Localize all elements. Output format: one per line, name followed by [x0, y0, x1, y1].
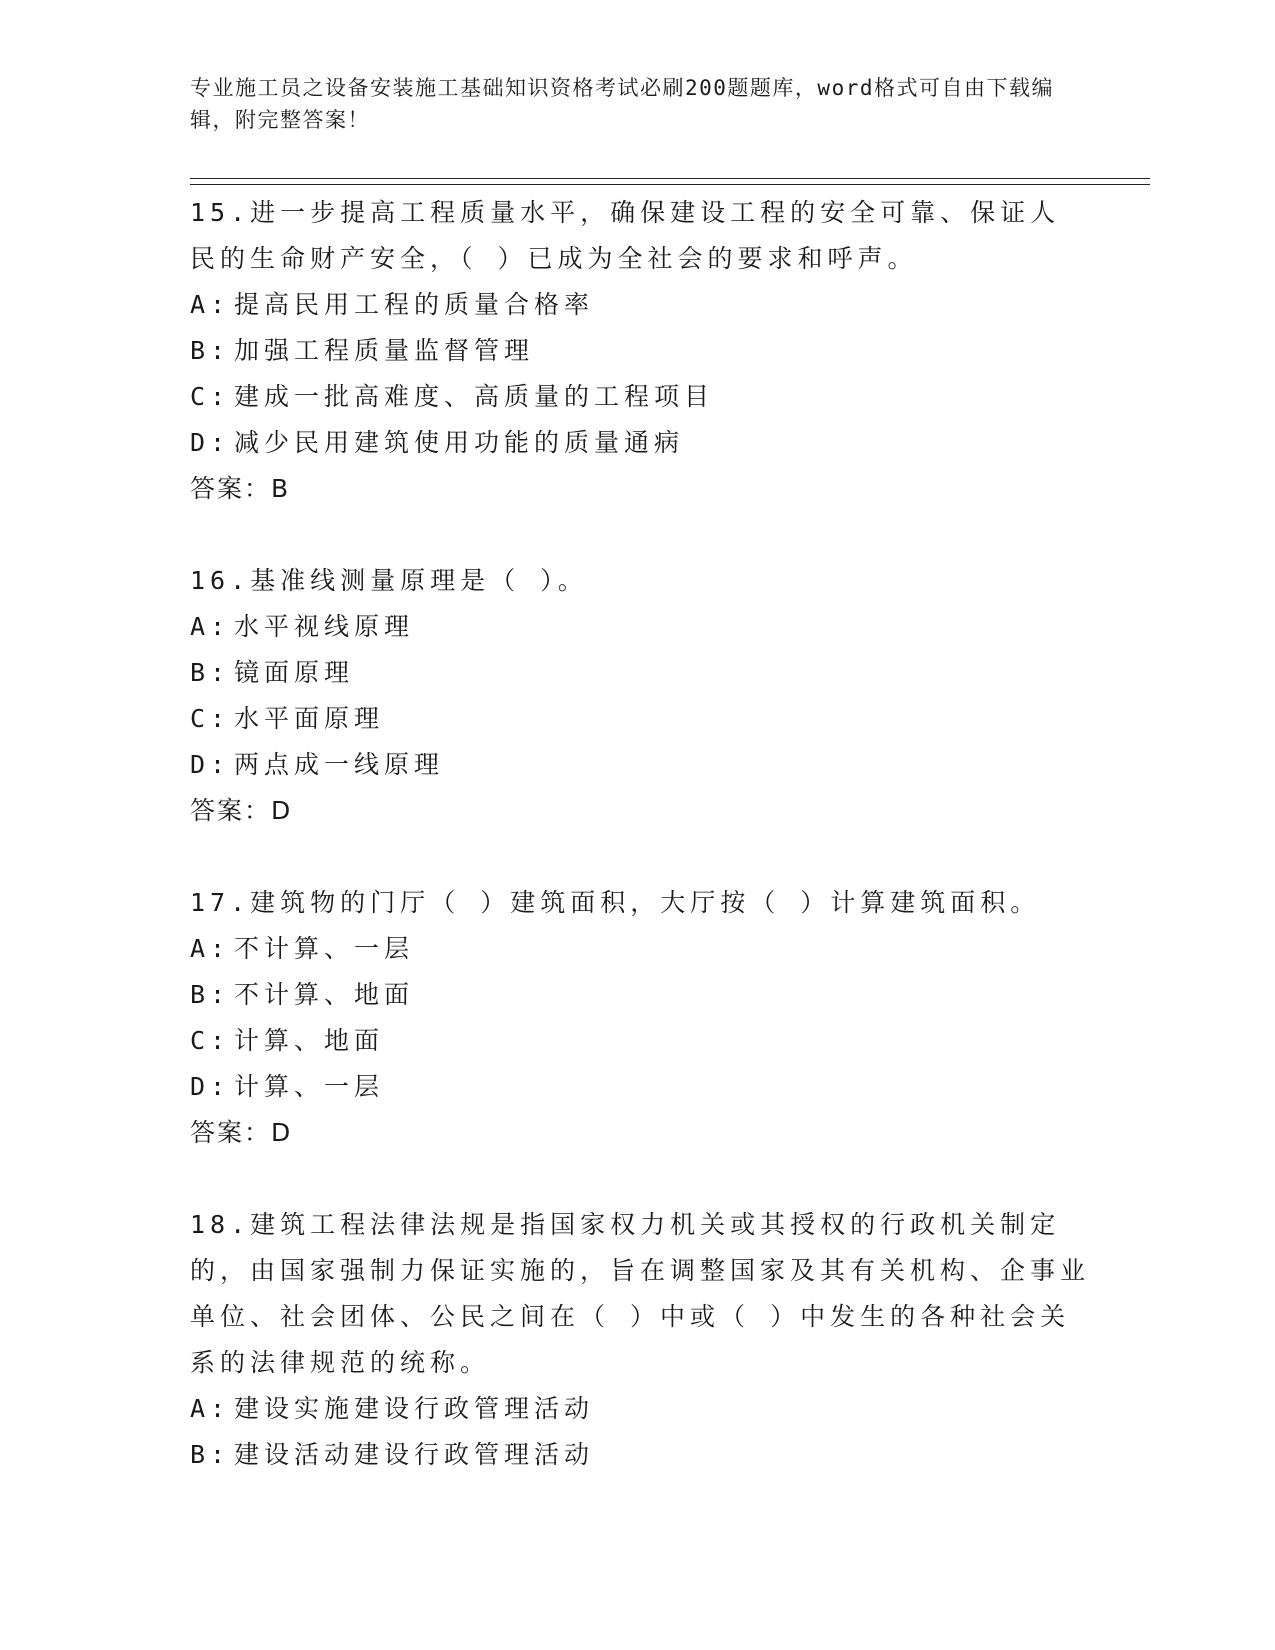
question-text: 进一步提高工程质量水平，确保建设工程的安全可靠、保证人民的生命财产安全，（ ）已成为全社会的要求和呼声。	[190, 198, 1061, 273]
option-b	[190, 972, 1090, 1018]
option-key: D:	[190, 750, 231, 779]
header-divider-bottom	[190, 184, 1150, 185]
option-a	[190, 1386, 1090, 1432]
question-text: 基准线测量原理是（ ）。	[250, 566, 588, 595]
option-a	[190, 282, 1090, 328]
option-text: 两点成一线原理	[234, 750, 445, 779]
option-b	[190, 328, 1090, 374]
option-key: C:	[190, 1026, 231, 1055]
option-key: A:	[190, 612, 231, 641]
option-key: C:	[190, 382, 231, 411]
option-key: B:	[190, 336, 231, 365]
option-key: A:	[190, 1394, 231, 1423]
option-key: A:	[190, 290, 231, 319]
answer-label: 答案：	[190, 1118, 272, 1147]
question-list	[190, 190, 1090, 1524]
option-text: 提高民用工程的质量合格率	[234, 290, 595, 319]
option-key: D:	[190, 1072, 231, 1101]
option-a	[190, 604, 1090, 650]
question-text: 建筑物的门厅（ ）建筑面积，大厅按（ ）计算建筑面积。	[250, 888, 1041, 917]
option-key: A:	[190, 934, 231, 963]
option-text: 计算、地面	[234, 1026, 385, 1055]
option-b	[190, 1432, 1090, 1478]
option-text: 建设活动建设行政管理活动	[234, 1440, 595, 1469]
question-number: 17.	[190, 888, 251, 917]
option-c	[190, 696, 1090, 742]
answer-value: D	[271, 1118, 293, 1147]
document-header: 专业施工员之设备安装施工基础知识资格考试必刷200题题库，word格式可自由下载编辑，附完整答案！	[190, 76, 1054, 132]
answer-line	[190, 466, 1090, 512]
question-number: 18.	[190, 1210, 251, 1239]
option-d	[190, 420, 1090, 466]
option-c	[190, 1018, 1090, 1064]
answer-value: D	[271, 796, 293, 825]
option-d	[190, 742, 1090, 788]
option-text: 镜面原理	[234, 658, 355, 687]
option-key: B:	[190, 1440, 231, 1469]
option-key: C:	[190, 704, 231, 733]
question-number: 15.	[190, 198, 251, 227]
option-key: B:	[190, 980, 231, 1009]
question-15	[190, 190, 1090, 512]
option-text: 不计算、一层	[234, 934, 415, 963]
option-text: 减少民用建筑使用功能的质量通病	[234, 428, 685, 457]
answer-label: 答案：	[190, 796, 272, 825]
option-text: 建成一批高难度、高质量的工程项目	[234, 382, 715, 411]
question-17	[190, 880, 1090, 1156]
question-16	[190, 558, 1090, 834]
answer-label: 答案：	[190, 474, 272, 503]
option-text: 不计算、地面	[234, 980, 415, 1009]
answer-line	[190, 1110, 1090, 1156]
header-divider-top	[190, 178, 1150, 179]
option-b	[190, 650, 1090, 696]
question-stem	[190, 1202, 1090, 1386]
answer-value: B	[271, 474, 291, 503]
question-text: 建筑工程法律法规是指国家权力机关或其授权的行政机关制定的，由国家强制力保证实施的，旨在调整国家及其有关机构、企事业单位、社会团体、公民之间在（ ）中或（ ）中发生的各种社会关系的法律规范的统称。	[190, 1210, 1091, 1377]
option-c	[190, 374, 1090, 420]
question-18	[190, 1202, 1090, 1478]
option-d	[190, 1064, 1090, 1110]
question-stem	[190, 558, 1090, 604]
option-a	[190, 926, 1090, 972]
answer-line	[190, 788, 1090, 834]
option-text: 计算、一层	[234, 1072, 385, 1101]
question-number: 16.	[190, 566, 251, 595]
option-text: 水平面原理	[234, 704, 385, 733]
option-key: D:	[190, 428, 231, 457]
question-stem	[190, 190, 1090, 282]
option-text: 加强工程质量监督管理	[234, 336, 535, 365]
option-key: B:	[190, 658, 231, 687]
option-text: 建设实施建设行政管理活动	[234, 1394, 595, 1423]
question-stem	[190, 880, 1090, 926]
option-text: 水平视线原理	[234, 612, 415, 641]
